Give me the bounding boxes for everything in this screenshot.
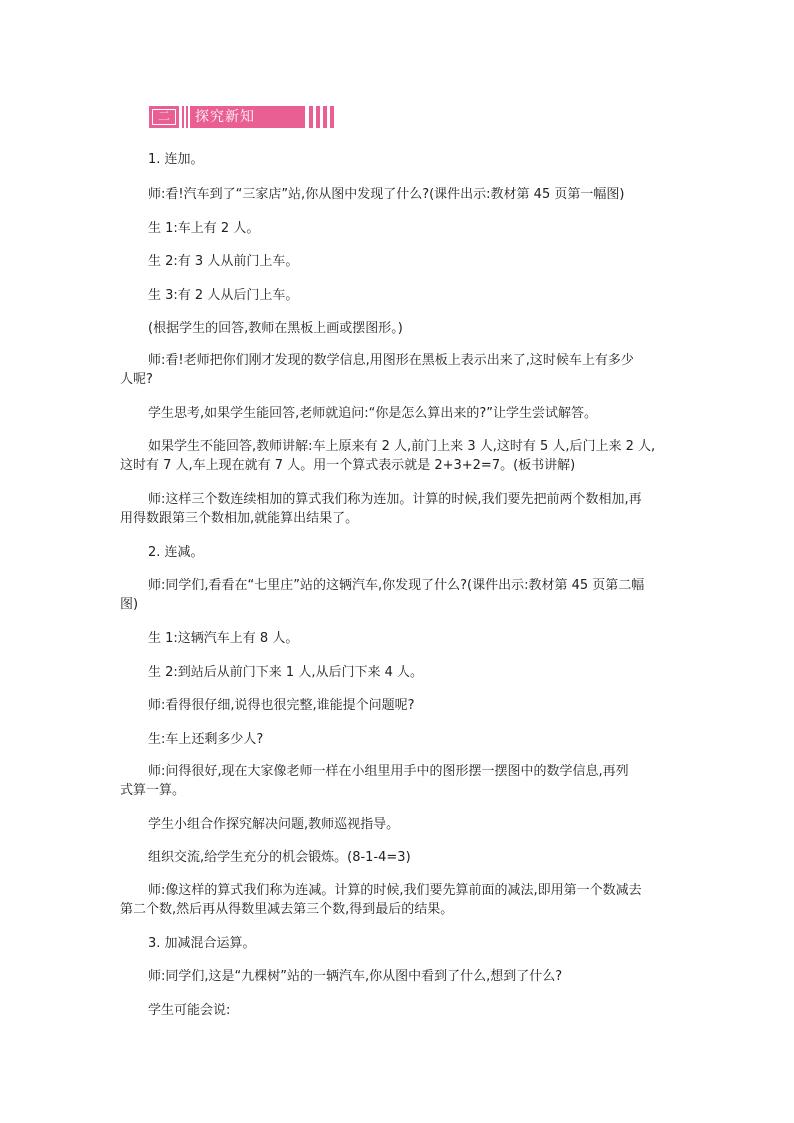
text-line: 组织交流,给学生充分的机会锻炼。(8-1-4=3)	[148, 850, 411, 865]
text-line: 这时有 7 人,车上现在就有 7 人。用一个算式表示就是 2+3+2=7。(板书讲解)	[120, 458, 576, 473]
paragraph-13	[120, 629, 680, 648]
text-line: 师:看!老师把你们刚才发现的数学信息,用图形在黑板上表示出来了,这时候车上有多少	[148, 353, 634, 368]
text-line: 图)	[120, 597, 139, 612]
text-line: 用得数跟第三个数相加,就能算出结果了。	[120, 511, 359, 526]
text-line: 师:同学们,这是“九棵树”站的一辆汽车,你从图中看到了什么,想到了什么?	[148, 969, 563, 984]
paragraph-1	[120, 150, 680, 169]
heading-subtraction: 2. 连减。	[148, 545, 204, 560]
paragraph-15	[120, 696, 680, 715]
text-line: 生 2:有 3 人从前门上车。	[148, 254, 299, 269]
text-line: 学生思考,如果学生能回答,老师就追问:“你是怎么算出来的?”让学生尝试解答。	[148, 406, 598, 421]
text-line: 如果学生不能回答,教师讲解:车上原来有 2 人,前门上来 3 人,这时有 5 人,后门上来 2 人,	[148, 439, 656, 454]
paragraph-21	[120, 934, 680, 953]
text-line: 人呢?	[120, 372, 153, 387]
text-line: 生 1:车上有 2 人。	[148, 221, 260, 236]
text-line: 生 1:这辆汽车上有 8 人。	[148, 631, 299, 646]
banner-stripe	[323, 106, 327, 128]
paragraph-7	[120, 351, 680, 389]
banner-divider	[186, 106, 188, 128]
text-line: 师:问得很好,现在大家像老师一样在小组里用手中的图形摆一摆图中的数学信息,再列	[148, 764, 629, 779]
paragraph-11	[120, 543, 680, 562]
text-line: 第二个数,然后再从得数里减去第三个数,得到最后的结果。	[120, 902, 454, 917]
text-line: 师:像这样的算式我们称为连减。计算的时候,我们要先算前面的减法,即用第一个数减去	[148, 883, 642, 898]
text-line: 生 3:有 2 人从后门上车。	[148, 288, 299, 303]
paragraph-23	[120, 1001, 680, 1020]
paragraph-12	[120, 576, 680, 614]
text-line: (根据学生的回答,教师在黑板上画或摆图形。)	[148, 321, 403, 336]
banner-stripe	[309, 106, 313, 128]
text-line: 师:这样三个数连续相加的算式我们称为连加。计算的时候,我们要先把前两个数相加,再	[148, 492, 642, 507]
paragraph-4	[120, 252, 680, 271]
text-line: 式算一算。	[120, 783, 186, 798]
paragraph-14	[120, 663, 680, 682]
heading-mixed-operations: 3. 加减混合运算。	[148, 936, 256, 951]
section-number-box	[149, 106, 179, 128]
text-line: 师:看得很仔细,说得也很完整,谁能提个问题呢?	[148, 698, 415, 713]
text-line: 师:看!汽车到了“三家店”站,你从图中发现了什么?(课件出示:教材第 45 页第一幅图)	[148, 187, 625, 202]
section-header-banner	[149, 106, 335, 128]
text-line: 学生小组合作探究解决问题,教师巡视指导。	[148, 817, 400, 832]
banner-stripe	[316, 106, 320, 128]
text-line: 生 2:到站后从前门下来 1 人,从后门下来 4 人。	[148, 665, 423, 680]
paragraph-16	[120, 730, 680, 749]
paragraph-9	[120, 437, 680, 475]
text-line: 生:车上还剩多少人?	[148, 732, 264, 747]
paragraph-2	[120, 185, 680, 204]
section-title: 探究新知	[190, 106, 305, 128]
paragraph-10	[120, 490, 680, 528]
paragraph-17	[120, 762, 680, 800]
banner-stripe	[330, 106, 334, 128]
paragraph-5	[120, 286, 680, 305]
heading-addition: 1. 连加。	[148, 152, 204, 167]
paragraph-8	[120, 404, 680, 423]
banner-divider	[182, 106, 184, 128]
paragraph-20	[120, 881, 680, 919]
paragraph-22	[120, 967, 680, 986]
paragraph-18	[120, 815, 680, 834]
paragraph-19	[120, 848, 680, 867]
paragraph-6	[120, 319, 680, 338]
text-line: 学生可能会说:	[148, 1003, 231, 1018]
text-line: 师:同学们,看看在“七里庄”站的这辆汽车,你发现了什么?(课件出示:教材第 45 页第二幅	[148, 578, 645, 593]
section-number: 二	[152, 109, 176, 125]
paragraph-3	[120, 219, 680, 238]
